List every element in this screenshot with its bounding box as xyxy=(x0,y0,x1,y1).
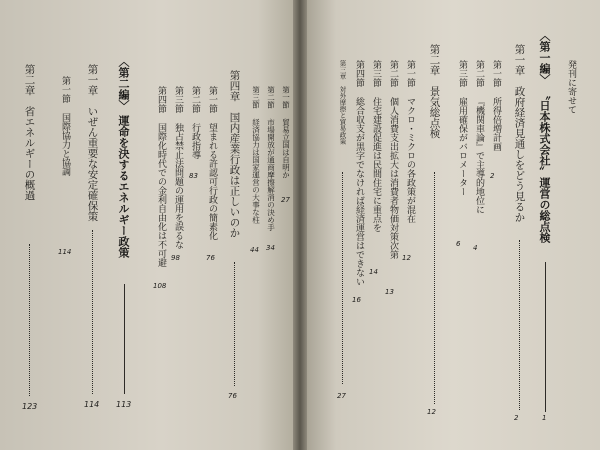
section-title: 所得倍増計画 xyxy=(491,97,501,151)
chapter-3-leader xyxy=(342,172,343,384)
section-2-1-page: 12 xyxy=(402,254,411,262)
section-3-2-page: 34 xyxy=(266,244,275,252)
part-one-rule xyxy=(545,262,546,412)
section-2-3 xyxy=(371,60,380,232)
section-number: 第三節 xyxy=(251,86,261,109)
section-4-4-page: 108 xyxy=(153,282,167,290)
section-4-2 xyxy=(190,86,199,159)
part-two-heading: 〈第二編〉 運命を決するエネルギー政策 xyxy=(117,56,130,258)
chapter-3-page: 27 xyxy=(337,392,346,400)
chapter-1-leader xyxy=(519,240,520,410)
section-1-1 xyxy=(491,60,500,151)
chapter-1-heading: 第一章 政府経済見通しをどう見るか xyxy=(513,44,526,223)
preface-entry: 発刊に寄せて xyxy=(566,60,576,114)
chapter-3-heading: 第三章 対外摩擦と貿易政策 xyxy=(338,60,347,145)
book-gutter xyxy=(293,0,307,450)
section-title: 経済協力は国家運営の大事な柱 xyxy=(251,118,261,224)
part-two-chapter-1-leader xyxy=(92,230,93,394)
chapter-4-heading: 第四章 国内産業行政は正しいのか xyxy=(228,70,241,238)
part-two-chapter-2-page: 123 xyxy=(22,402,38,411)
part-two-rule xyxy=(124,284,125,394)
section-title: 総合収支が黒字でなければ経済運営はできない xyxy=(354,97,364,286)
part-one-page: 1 xyxy=(542,414,547,422)
section-number: 第一節 xyxy=(491,60,501,87)
part-two-chapter-2-leader xyxy=(29,244,30,396)
chapter-4-page: 76 xyxy=(228,392,237,400)
section-title: 国際化時代での金利自由化は不可避 xyxy=(156,123,166,267)
section-number: 第二節 xyxy=(266,86,276,109)
section-title: 独占禁止法問題の運用を誤るな xyxy=(173,123,183,249)
section-title: 行政指導 xyxy=(190,123,200,159)
section-title: 市場開放が通商摩擦解消の決め手 xyxy=(266,118,276,231)
chapter-1-page: 2 xyxy=(514,414,519,422)
part-two-page: 113 xyxy=(116,400,132,409)
section-number: 第三節 xyxy=(457,60,467,87)
section-2-4 xyxy=(354,60,363,286)
section-number: 第四節 xyxy=(156,86,166,113)
section-2-4-page: 16 xyxy=(352,296,361,304)
section-4-4 xyxy=(156,86,165,267)
chapter-2-page: 12 xyxy=(427,408,436,416)
section-3-2 xyxy=(267,86,275,231)
chapter-2-heading: 第二章 景気総点検 xyxy=(428,44,441,139)
section-3-3 xyxy=(252,86,260,224)
section-number: 第三節 xyxy=(371,60,381,87)
section-title: 住宅建設促進は民間住宅に重点を xyxy=(371,97,381,232)
section-number: 第四節 xyxy=(354,60,364,87)
part-two-chapter-2-heading: 第二章 省エネルギーの概過 xyxy=(23,64,36,201)
section-1-3-page: 6 xyxy=(456,240,461,248)
section-4-3 xyxy=(173,86,182,249)
section-number: 第一節 xyxy=(405,60,415,87)
section-3-1-page: 27 xyxy=(281,196,290,204)
section-title: 雇用確保がバロメーター xyxy=(457,97,467,196)
section-number: 第二節 xyxy=(474,60,484,87)
section-2-2 xyxy=(388,60,397,259)
section-number: 第三節 xyxy=(173,86,183,113)
section-1-1-page: 2 xyxy=(490,172,495,180)
section-2-3-page: 14 xyxy=(369,268,378,276)
chapter-2-leader xyxy=(434,172,435,404)
section-1-2-page: 4 xyxy=(473,244,478,252)
section-p2-1-1 xyxy=(60,76,69,176)
left-page xyxy=(0,0,293,450)
part-two-chapter-1-page: 114 xyxy=(84,400,100,409)
section-title: 貿易立国は自明か xyxy=(281,118,291,179)
section-2-2-page: 13 xyxy=(385,288,394,296)
section-p2-1-1-page: 114 xyxy=(58,248,72,256)
section-number: 第一節 xyxy=(60,76,70,103)
section-4-1-page: 76 xyxy=(206,254,215,262)
section-3-3-page: 44 xyxy=(250,246,259,254)
section-title: 国際協力と協調 xyxy=(60,113,70,176)
section-title: 望まれる許認可行政の簡素化 xyxy=(207,123,217,240)
section-title: 『機関車論』で主導的地位に xyxy=(474,97,484,214)
section-1-2 xyxy=(474,60,483,214)
section-number: 第一節 xyxy=(207,86,217,113)
section-3-1 xyxy=(282,86,290,179)
section-title: 個人消費支出拡大は消費者物価対策次第 xyxy=(388,97,398,259)
section-number: 第二節 xyxy=(388,60,398,87)
section-1-3 xyxy=(457,60,466,196)
section-2-1 xyxy=(405,60,414,223)
section-title: マクロ・ミクロの各政策が混在 xyxy=(405,97,415,223)
right-page xyxy=(307,0,600,450)
section-number: 第一節 xyxy=(281,86,291,109)
section-4-2-page: 83 xyxy=(189,172,198,180)
part-one-heading: 〈第一編〉 〝日本株式会社〟運営の総点検 xyxy=(538,30,551,243)
section-4-3-page: 98 xyxy=(171,254,180,262)
section-4-1 xyxy=(207,86,216,240)
chapter-4-leader xyxy=(234,262,235,386)
part-two-chapter-1-heading: 第一章 いぜん重要な安定確保策 xyxy=(86,64,99,222)
section-number: 第二節 xyxy=(190,86,200,113)
